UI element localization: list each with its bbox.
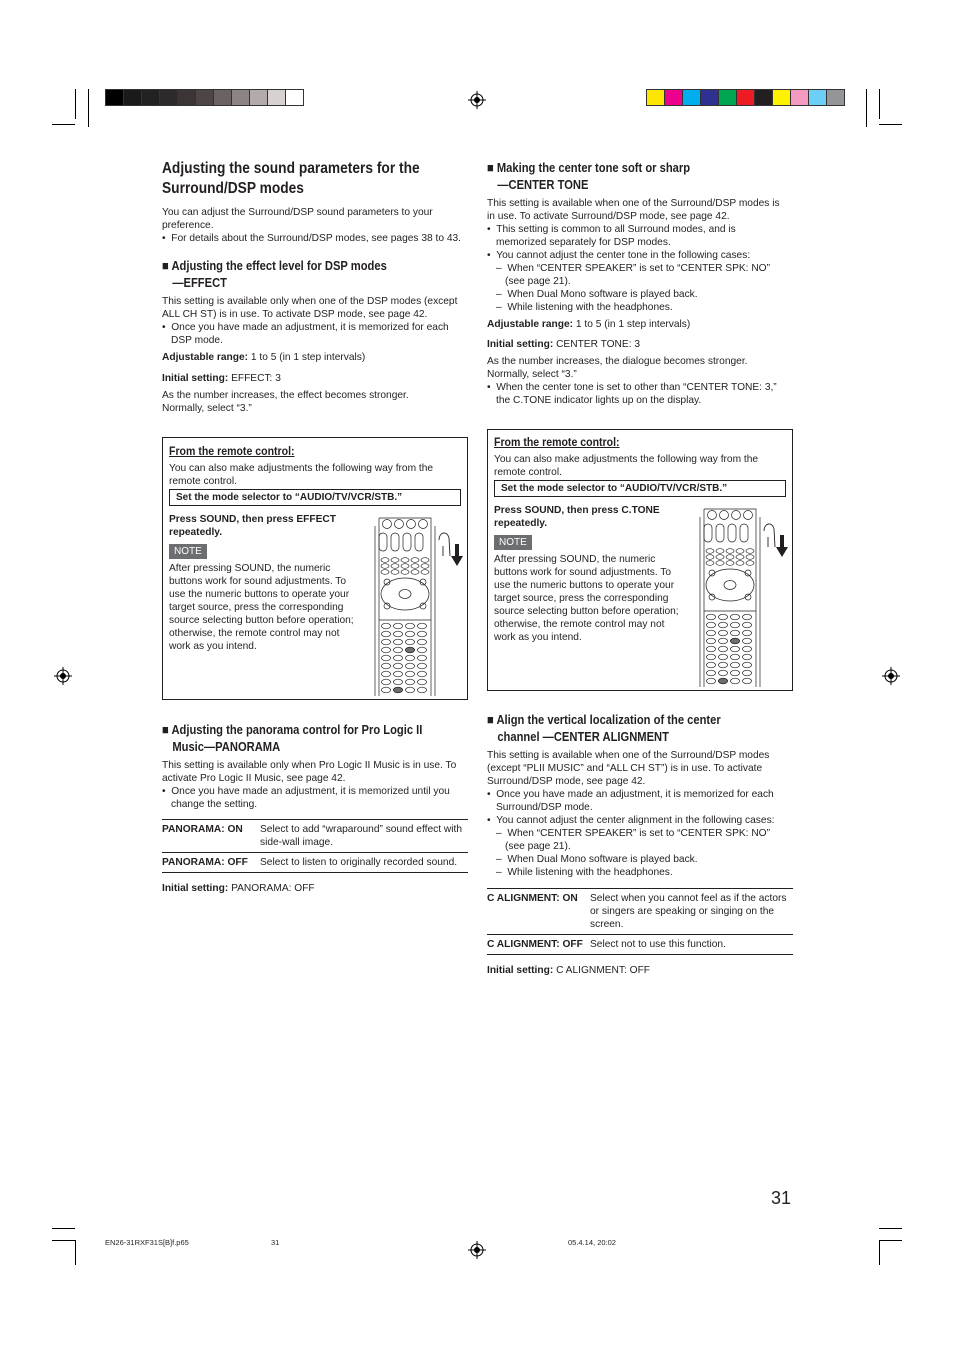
intro-text: You can adjust the Surround/DSP sound parameters to your preference. • For details about the Surround/DSP modes, see pages 38 to 43. (162, 206, 468, 245)
gray-color-bar (106, 89, 304, 106)
panorama-heading: ■ Adjusting the panorama control for Pro Logic II Music—PANORAMA (162, 722, 423, 754)
intro-bullet: • For details about the Surround/DSP modes, see pages 38 to 43. (162, 233, 462, 244)
table-row: PANORAMA: ON Select to add “wraparound” sound effect with side-wall image. (162, 820, 468, 853)
remote-control-illustration (698, 507, 790, 688)
panorama-initial-label: Initial setting: (162, 883, 229, 894)
registration-target-icon (468, 91, 486, 109)
color-swatch (772, 89, 791, 106)
color-swatch (213, 89, 232, 106)
effect-initial-value: EFFECT: 3 (231, 373, 281, 384)
remote-heading: From the remote control: (494, 435, 620, 449)
color-swatch (105, 89, 124, 106)
color-swatch (141, 89, 160, 106)
crop-mark (879, 1228, 902, 1229)
color-swatch (231, 89, 250, 106)
registration-target-icon (882, 667, 900, 685)
crop-mark (52, 124, 75, 125)
center-alignment-heading: ■ Align the vertical localization of the center channel —CENTER ALIGNMENT (487, 712, 721, 744)
color-swatch (826, 89, 845, 106)
remote-control-illustration (373, 516, 465, 697)
color-swatch (285, 89, 304, 106)
registration-target-icon (54, 667, 72, 685)
note-text: After pressing SOUND, the numeric buttons work for sound adjustments. To use the numeric buttons to operate your target source, press the corresponding source selecting button before operation; otherwise, the remote control may not work as you intend. (169, 563, 354, 652)
center-alignment-section (487, 711, 793, 977)
remote-heading: From the remote control: (169, 444, 295, 458)
color-swatch (736, 89, 755, 106)
crop-mark (75, 1240, 76, 1265)
note-text: After pressing SOUND, the numeric buttons work for sound adjustments. To use the numeric buttons to operate your target source, press the corresponding source selecting button before operation; otherwise, the remote control may not work as you intend. (494, 554, 679, 643)
effect-remote-box: From the remote control: You can also make adjustments the following way from the remote control. Set the mode selector to “AUDIO/TV/VCR/STB.” Press SOUND, then press EFFECT repeatedly. NOTE After pressing SOUND, the numeric buttons work for sound adjustments. To use the numeric buttons to operate your target source, press the corresponding source selecting button before operation; otherwise, the remote control may not work as you intend. (162, 437, 468, 700)
center-tone-remote-box: From the remote control: You can also make adjustments the following way from the remote control. Set the mode selector to “AUDIO/TV/VCR/STB.” Press SOUND, then press C.TONE repeatedly. NOTE After pressing SOUND, the numeric buttons work for sound adjustments. To use the numeric buttons to operate your target source, press the corresponding source selecting button before operation; otherwise, the remote control may not work as you intend. (487, 429, 793, 691)
mode-selector-instruction: Set the mode selector to “AUDIO/TV/VCR/STB.” (169, 489, 461, 506)
center-tone-section (487, 159, 793, 407)
center-tone-heading: ■ Making the center tone soft or sharp —CENTER TONE (487, 160, 691, 192)
color-swatch (808, 89, 827, 106)
mode-selector-instruction: Set the mode selector to “AUDIO/TV/VCR/STB.” (494, 480, 786, 497)
table-row: C ALIGNMENT: OFF Select not to use this function. (487, 935, 793, 955)
effect-range-label: Adjustable range: (162, 352, 249, 363)
effect-range-value: 1 to 5 (in 1 step intervals) (250, 352, 366, 363)
crop-mark (88, 89, 89, 127)
center-tone-initial-value: CENTER TONE: 3 (556, 339, 641, 350)
color-swatch (123, 89, 142, 106)
effect-initial-label: Initial setting: (162, 373, 229, 384)
color-swatch (664, 89, 683, 106)
color-swatch (700, 89, 719, 106)
center-alignment-initial-value: C ALIGNMENT: OFF (556, 965, 651, 976)
footer-page: 31 (271, 1238, 280, 1247)
effect-text: This setting is available only when one of the DSP modes (except ALL CH ST) is in use. To activate DSP mode, see page 42. • Once you have made an adjustment, it is memorized for each DSP mode. Adjustable range: 1 to 5 (in 1 step intervals) Initial setting: EFFECT: 3 As the number increases, the effect becomes stronger. Normally, select “3.” (162, 296, 458, 414)
footer-date: 05.4.14, 20:02 (568, 1238, 616, 1247)
press-instruction: Press SOUND, then press C.TONE repeatedly. (494, 505, 660, 529)
note-label: NOTE (169, 544, 207, 559)
color-swatch (195, 89, 214, 106)
crop-mark (879, 89, 880, 119)
color-swatch (718, 89, 737, 106)
panorama-text: This setting is available only when Pro Logic II Music is in use. To activate Pro Logic II Music, see page 42. • Once you have made an adjustment, it is memorized until you change the setting. (162, 760, 457, 810)
table-row: PANORAMA: OFF Select to listen to originally recorded sound. (162, 853, 468, 873)
color-swatch (646, 89, 665, 106)
crop-mark (866, 89, 867, 127)
panorama-options-table (162, 819, 468, 873)
center-alignment-text: This setting is available when one of the Surround/DSP modes (except “PLII MUSIC” and “ALL CH ST”) is in use. To activate Surround/DSP mode, see page 42. • Once you have made an adjustment, it is memorized for each Surround/DSP mode. • You cannot adjust the center alignment in the following cases: – When “CENTER SPEAKER” is set to “CENTER SPK: NO” (see page 21). – When Dual Mono software is played back. – While listening with the headphones. (487, 750, 775, 878)
color-swatch (249, 89, 268, 106)
crop-mark (52, 1240, 75, 1241)
crop-mark (75, 89, 76, 119)
panorama-initial-value: PANORAMA: OFF (231, 883, 315, 894)
center-tone-range-value: 1 to 5 (in 1 step intervals) (575, 319, 691, 330)
page-title: Adjusting the sound parameters for the Surround/DSP modes (162, 160, 420, 197)
center-alignment-options-table (487, 888, 793, 955)
center-tone-range-label: Adjustable range: (487, 319, 574, 330)
effect-heading: ■ Adjusting the effect level for DSP modes —EFFECT (162, 258, 387, 290)
color-swatch (682, 89, 701, 106)
color-swatch (790, 89, 809, 106)
panorama-section (162, 721, 468, 895)
process-color-bar (647, 89, 845, 106)
crop-mark (879, 124, 902, 125)
page-number: 31 (771, 1188, 792, 1208)
registration-target-icon (468, 1241, 486, 1259)
color-swatch (177, 89, 196, 106)
table-row: C ALIGNMENT: ON Select when you cannot feel as if the actors or singers are speaking or singing on the screen. (487, 889, 793, 935)
color-swatch (267, 89, 286, 106)
footer-filename: EN26-31RXF31S[B]f.p65 (105, 1238, 189, 1247)
center-alignment-initial-label: Initial setting: (487, 965, 554, 976)
crop-mark (879, 1240, 880, 1265)
center-tone-text: This setting is available when one of the Surround/DSP modes is in use. To activate Surround/DSP mode, see page 42. • This setting is common to all Surround modes, and is memorized separately for DSP modes. • You cannot adjust the center tone in the following cases: – When “CENTER SPEAKER” is set to “CENTER SPK: NO” (see page 21). – When Dual Mono software is played back. – While listening with the headphones. Adjustable range: 1 to 5 (in 1 step intervals) Initial setting: CENTER TONE: 3 As the number increases, the dialogue becomes stronger. Normally, select “3.” • When the center tone is set to other than “CENTER TONE: 3,” the C.TONE indicator lights up on the display. (487, 198, 780, 406)
color-swatch (159, 89, 178, 106)
crop-mark (879, 1240, 902, 1241)
center-tone-initial-label: Initial setting: (487, 339, 554, 350)
press-instruction: Press SOUND, then press EFFECT repeatedly. (169, 514, 337, 538)
left-column (162, 159, 468, 415)
color-swatch (754, 89, 773, 106)
crop-mark (52, 1228, 75, 1229)
note-label: NOTE (494, 535, 532, 550)
